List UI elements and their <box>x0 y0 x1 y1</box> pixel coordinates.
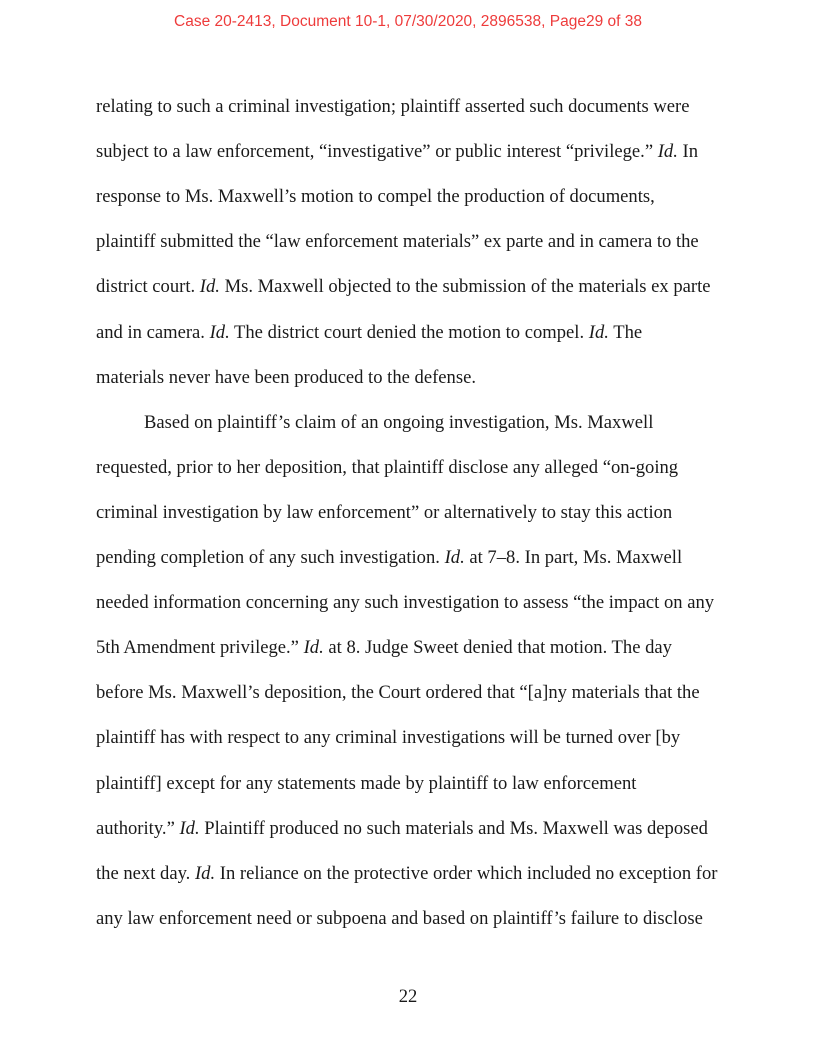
text-segment: relating to such a criminal investigation; plaintiff asserted such documents were <box>96 96 690 117</box>
text-segment: The district court denied the motion to compel. <box>229 321 589 343</box>
text-segment: plaintiff submitted the “law enforcement materials” ex parte and in camera to the <box>96 231 699 253</box>
text-line <box>96 457 678 479</box>
text-segment: response to Ms. Maxwell’s motion to compel the production of documents, <box>96 186 655 208</box>
text-segment: In reliance on the protective order which included no exception for <box>215 862 718 884</box>
text-segment: plaintiff has with respect to any criminal investigations will be turned over [by <box>96 727 681 749</box>
text-line <box>96 908 703 930</box>
text-segment: The <box>608 321 643 343</box>
text-line <box>96 367 476 389</box>
text-segment: Based on plaintiff’s claim of an ongoing investigation, Ms. Maxwell <box>144 411 654 433</box>
text-segment: and in camera. <box>96 321 210 343</box>
text-line <box>96 186 655 208</box>
text-line <box>96 682 700 704</box>
text-segment: any law enforcement need or subpoena and based on plaintiff’s failure to disclose <box>96 907 703 929</box>
text-segment: plaintiff] except for any statements made by plaintiff to law enforcement <box>96 772 637 794</box>
text-segment: before Ms. Maxwell’s deposition, the Court ordered that “[a]ny materials that the <box>96 682 700 704</box>
text-segment: pending completion of any such investigation. <box>96 547 445 568</box>
citation-id: Id. <box>657 141 678 163</box>
page-number: 22 <box>398 986 418 1007</box>
text-segment: Ms. Maxwell objected to the submission of the materials ex parte <box>219 276 711 298</box>
text-line <box>96 637 672 659</box>
text-segment: at 7–8. In part, Ms. Maxwell <box>464 547 683 568</box>
text-line <box>96 96 689 118</box>
text-line <box>96 141 698 163</box>
citation-id: Id. <box>588 321 609 343</box>
text-line <box>96 818 708 840</box>
text-segment: needed information concerning any such investigation to assess “the impact on any <box>96 592 715 614</box>
citation-id: Id. <box>199 276 220 298</box>
text-line <box>96 231 699 253</box>
text-segment: criminal investigation by law enforcement” or alternatively to stay this action <box>96 501 673 523</box>
text-line <box>96 502 672 524</box>
text-segment: materials never have been produced to the defense. <box>96 366 476 388</box>
text-segment: subject to a law enforcement, “investigative” or public interest “privilege.” <box>96 141 658 163</box>
text-line <box>96 322 642 344</box>
text-segment: In <box>677 141 699 163</box>
citation-id: Id. <box>303 637 324 659</box>
text-segment: Plaintiff produced no such materials and Ms. Maxwell was deposed <box>199 817 708 839</box>
citation-id: Id. <box>194 862 216 884</box>
text-segment: district court. <box>96 276 200 298</box>
text-line <box>96 863 717 885</box>
text-segment: 5th Amendment privilege.” <box>96 637 304 659</box>
text-segment: authority.” <box>96 817 180 839</box>
case-header-stamp: Case 20-2413, Document 10-1, 07/30/2020, 2896538, Page29 of 38 <box>174 13 642 30</box>
paragraph-first-line <box>144 412 653 434</box>
citation-id: Id. <box>179 817 200 839</box>
text-line <box>96 276 711 298</box>
text-line <box>96 773 636 795</box>
citation-id: Id. <box>444 547 465 568</box>
text-line <box>96 727 680 749</box>
text-line <box>96 547 682 569</box>
text-segment: requested, prior to her deposition, that plaintiff disclose any alleged “on-going <box>96 456 679 478</box>
citation-id: Id. <box>209 321 230 343</box>
text-segment: the next day. <box>96 862 195 884</box>
text-segment: at 8. Judge Sweet denied that motion. The day <box>323 637 672 659</box>
text-line <box>96 592 714 614</box>
